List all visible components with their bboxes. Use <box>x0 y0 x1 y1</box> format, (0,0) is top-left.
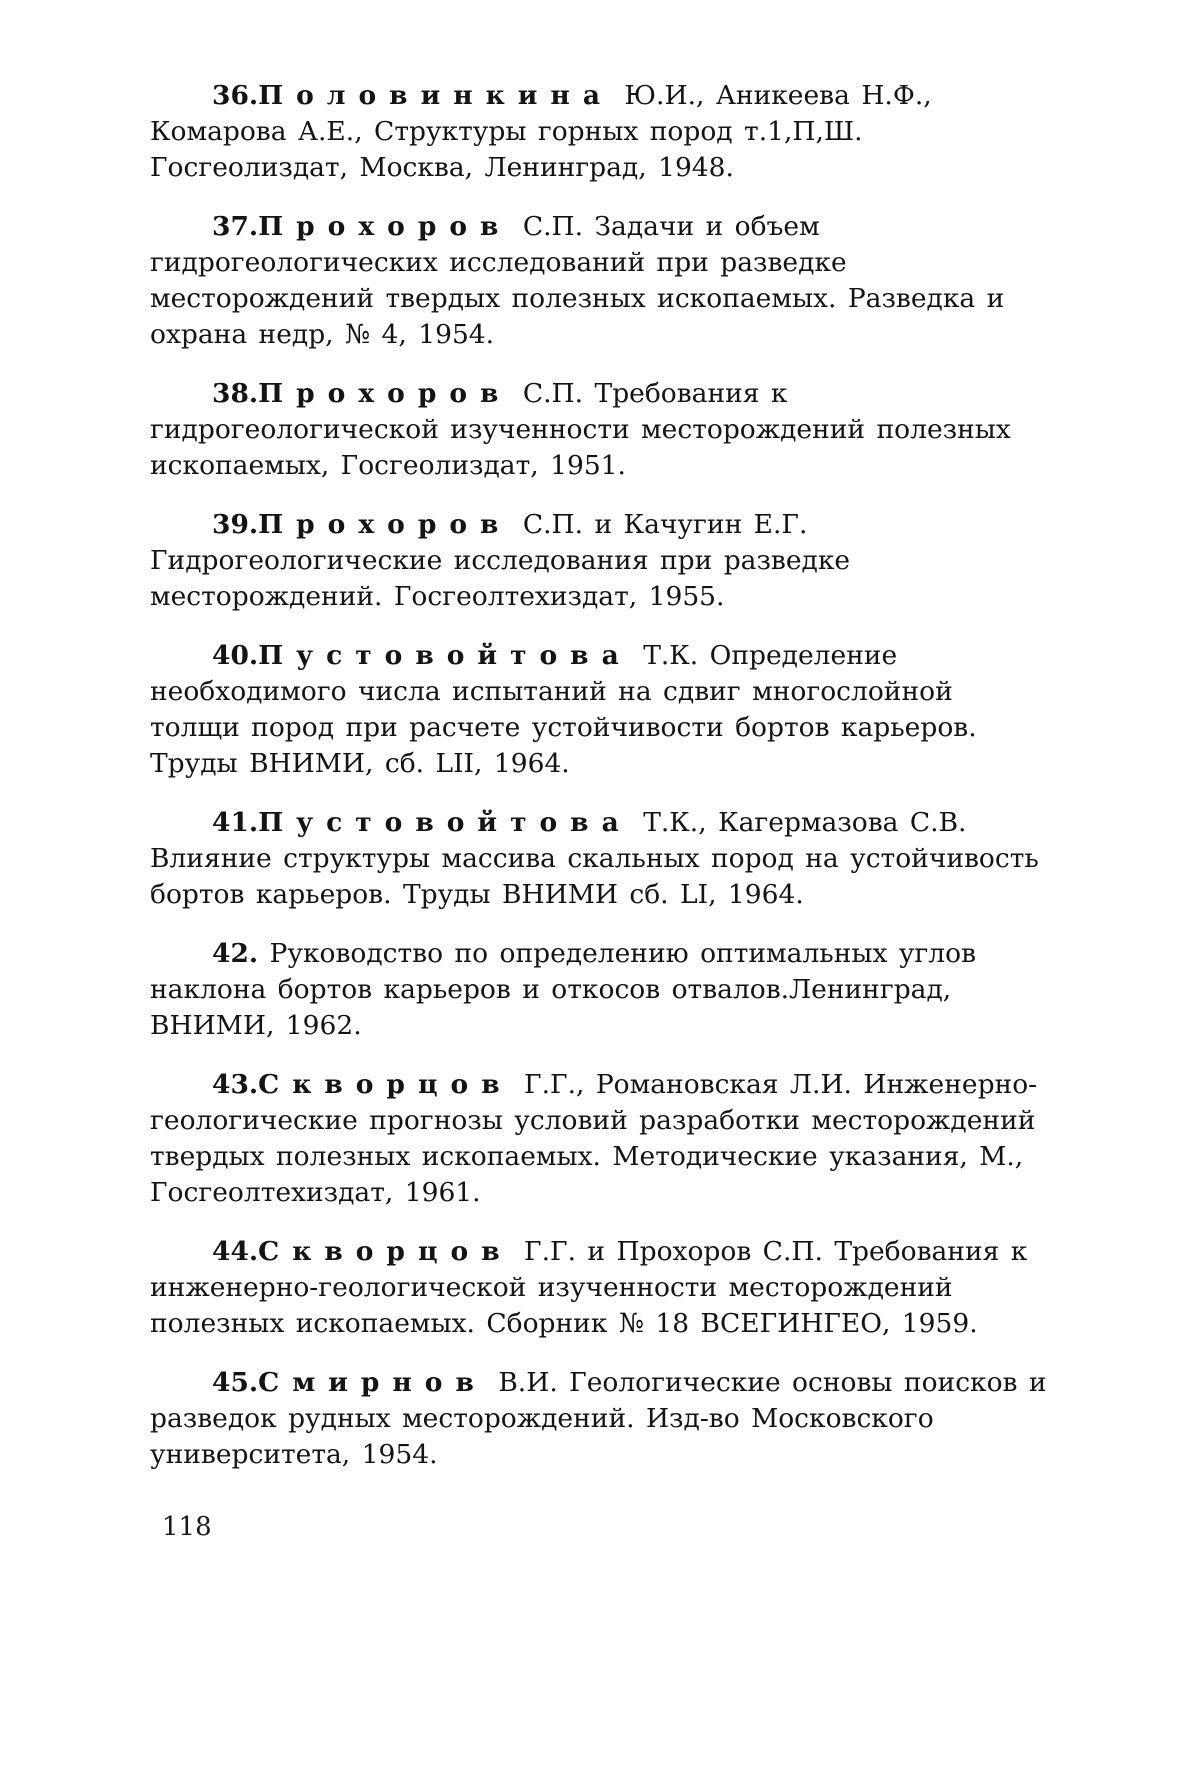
reference-entry-39 <box>150 507 1050 615</box>
reference-entry-44 <box>150 1234 1050 1342</box>
reference-number: 41. <box>212 807 259 838</box>
reference-number: 43. <box>212 1069 259 1100</box>
reference-text: Ю.И., Аникеева Н.Ф., Комарова А.Е., Структуры горных пород т.1,П,Ш. Госгеолиздат, Москва, Ленинград, 1948. <box>150 80 932 183</box>
reference-author: Половинкина <box>258 80 613 111</box>
reference-author: Прохоров <box>258 211 512 242</box>
reference-text: С.П. и Качугин Е.Г. Гидрогеологические исследования при разведке месторождений. Госгеолтехиздат, 1955. <box>150 509 851 612</box>
reference-entry-38 <box>150 376 1050 484</box>
reference-number: 38. <box>212 378 259 409</box>
reference-entry-37 <box>150 209 1050 353</box>
reference-number: 44. <box>212 1236 259 1267</box>
reference-text: С.П. Задачи и объем гидрогеологических исследований при разведке месторождений твердых полезных ископаемых. Разведка и охрана недр, № 4, 1954. <box>150 211 1005 350</box>
reference-entry-41 <box>150 805 1050 913</box>
reference-entry-45 <box>150 1365 1050 1473</box>
reference-text: Г.Г., Романовская Л.И. Инженерно-геологические прогнозы условий разработки месторождений твердых полезных ископаемых. Методические указания, М., Госгеолтехиздат, 1961. <box>150 1069 1038 1208</box>
reference-author: Смирнов <box>258 1367 487 1398</box>
reference-author: Прохоров <box>258 378 512 409</box>
reference-number: 42. <box>212 938 259 969</box>
reference-author: Пустовойтова <box>258 807 632 838</box>
bibliography-list <box>150 78 1050 1496</box>
reference-author: Пустовойтова <box>258 640 632 671</box>
reference-text: В.И. Геологические основы поисков и разведок рудных месторождений. Изд-во Московского университета, 1954. <box>150 1367 1047 1470</box>
reference-entry-36 <box>150 78 1050 186</box>
reference-text: Т.К. Определение необходимого числа испытаний на сдвиг многослойной толщи пород при расчете устойчивости бортов карьеров. Труды ВНИМИ, сб. LII, 1964. <box>150 640 977 779</box>
page-number: 118 <box>162 1512 212 1542</box>
reference-text: Т.К., Кагермазова С.В. Влияние структуры массива скальных пород на устойчивость бортов карьеров. Труды ВНИМИ сб. LI, 1964. <box>150 807 1039 910</box>
reference-number: 40. <box>212 640 259 671</box>
reference-number: 39. <box>212 509 259 540</box>
reference-text: С.П. Требования к гидрогеологической изученности месторождений полезных ископаемых, Госгеолиздат, 1951. <box>150 378 1011 481</box>
reference-entry-40 <box>150 638 1050 782</box>
reference-author: Скворцов <box>258 1236 513 1267</box>
reference-number: 45. <box>212 1367 259 1398</box>
reference-number: 36. <box>212 80 259 111</box>
reference-text: Руководство по определению оптимальных углов наклона бортов карьеров и откосов отвалов.Ленинград, ВНИМИ, 1962. <box>150 938 977 1041</box>
reference-number: 37. <box>212 211 259 242</box>
reference-author: Скворцов <box>258 1069 513 1100</box>
reference-entry-43 <box>150 1067 1050 1211</box>
reference-entry-42 <box>150 936 1050 1044</box>
reference-text: Г.Г. и Прохоров С.П. Требования к инженерно-геологической изученности месторождений полезных ископаемых. Сборник № 18 ВСЕГИНГЕО, 1959. <box>150 1236 1028 1339</box>
reference-author: Прохоров <box>258 509 512 540</box>
